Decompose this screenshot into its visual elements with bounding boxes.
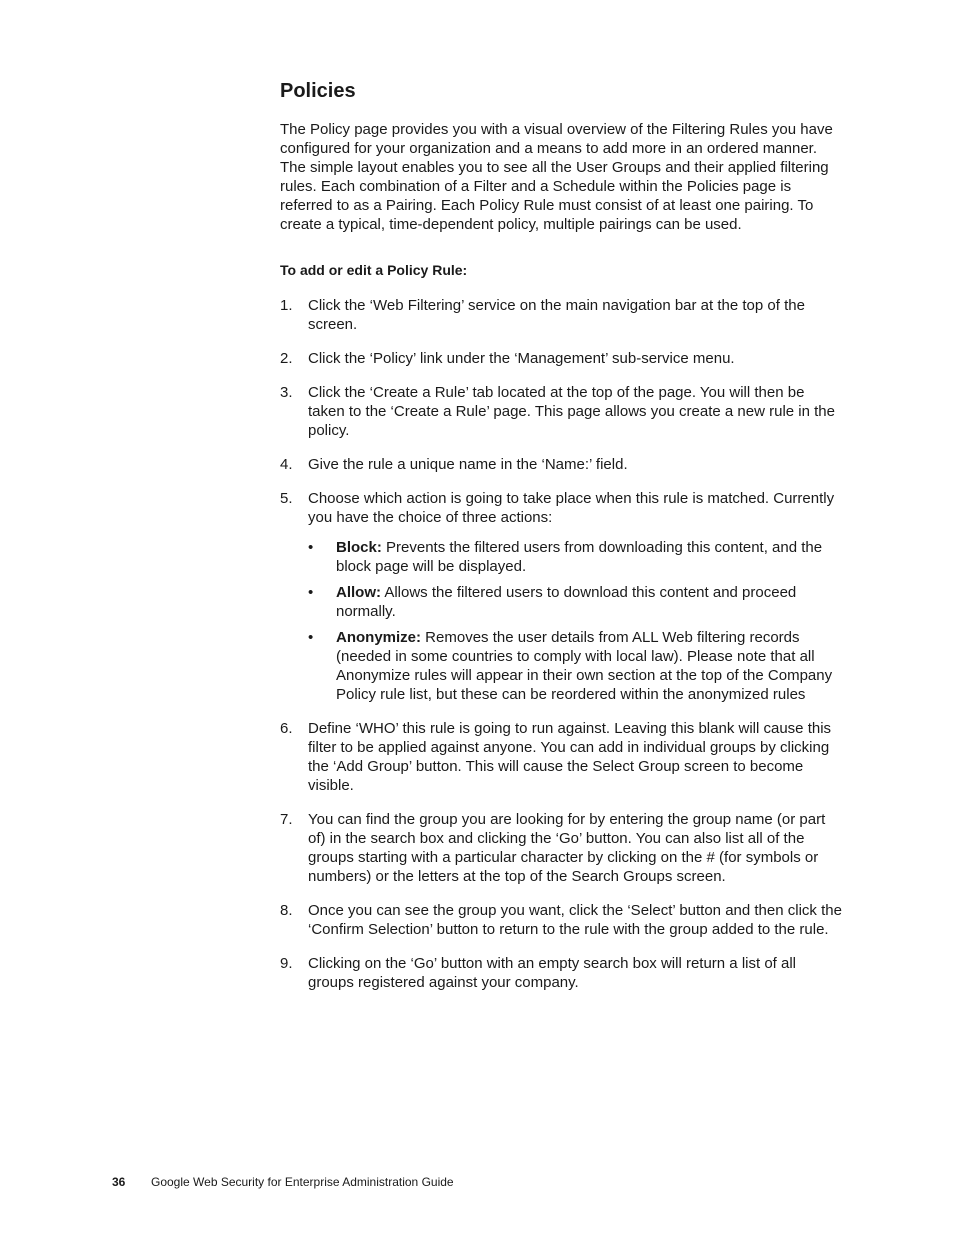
step-item <box>280 954 842 992</box>
actions-list <box>308 538 842 704</box>
step-item <box>280 455 842 474</box>
steps-list <box>280 296 842 992</box>
step-text: Define ‘WHO’ this rule is going to run against. Leaving this blank will cause this filter to be applied against anyone. You can add in individual groups by clicking the ‘Add Group’ button. This will cause the Select Group screen to become visible. <box>308 720 832 794</box>
step-text: You can find the group you are looking for by entering the group name (or part of) in the search box and clicking the ‘Go’ button. You can also list all of the groups starting with a particular character by clicking on the # (for symbols or numbers) or the letters at the top of the Search Groups screen. <box>308 811 826 885</box>
guide-title: Google Web Security for Enterprise Administration Guide <box>151 1175 454 1189</box>
step-item <box>280 719 842 795</box>
bullet-icon: • <box>308 539 314 556</box>
bullet-icon: • <box>308 584 314 601</box>
step-text: Give the rule a unique name in the ‘Name:’ field. <box>308 456 628 473</box>
step-number: 8. <box>280 902 293 919</box>
step-item <box>280 901 842 939</box>
step-item <box>280 296 842 334</box>
step-number: 6. <box>280 720 293 737</box>
step-number: 5. <box>280 490 293 507</box>
step-item <box>280 349 842 368</box>
step-text: Once you can see the group you want, click the ‘Select’ button and then click the ‘Confirm Selection’ button to return to the rule with the group added to the rule. <box>308 902 842 938</box>
step-text: Click the ‘Policy’ link under the ‘Management’ sub-service menu. <box>308 350 735 367</box>
action-item-allow <box>308 583 842 621</box>
step-number: 9. <box>280 955 293 972</box>
action-item-anonymize <box>308 628 842 704</box>
step-number: 1. <box>280 297 293 314</box>
procedure-heading: To add or edit a Policy Rule: <box>280 262 468 278</box>
action-term: Anonymize: <box>336 629 422 646</box>
step-text: Click the ‘Create a Rule’ tab located at the top of the page. You will then be taken to the ‘Create a Rule’ page. This page allows you create a new rule in the policy. <box>308 384 835 439</box>
action-term: Allow: <box>336 584 381 601</box>
step-text: Choose which action is going to take place when this rule is matched. Currently you have the choice of three actions: <box>308 490 835 526</box>
step-number: 3. <box>280 384 293 401</box>
page-footer <box>112 1174 454 1190</box>
step-number: 2. <box>280 350 293 367</box>
page-number: 36 <box>112 1175 126 1189</box>
step-item <box>280 810 842 886</box>
step-item <box>280 489 842 704</box>
step-number: 4. <box>280 456 293 473</box>
action-description: Prevents the filtered users from downloading this content, and the block page will be displayed. <box>336 539 823 575</box>
section-title: Policies <box>280 80 356 102</box>
action-description: Allows the filtered users to download this content and proceed normally. <box>336 584 797 620</box>
step-item <box>280 383 842 440</box>
bullet-icon: • <box>308 629 314 646</box>
action-item-block <box>308 538 842 576</box>
step-text: Clicking on the ‘Go’ button with an empty search box will return a list of all groups registered against your company. <box>308 955 797 991</box>
step-number: 7. <box>280 811 293 828</box>
intro-paragraph: The Policy page provides you with a visual overview of the Filtering Rules you have configured for your organization and a means to add more in an ordered manner. The simple layout enables you to see all the User Groups and their applied filtering rules. Each combination of a Filter and a Schedule within the Policies page is referred to as a Pairing. Each Policy Rule must consist of at least one pairing. To create a typical, time-dependent policy, multiple pairings can be used. <box>280 121 833 233</box>
action-term: Block: <box>336 539 382 556</box>
main-content <box>280 78 842 1007</box>
step-text: Click the ‘Web Filtering’ service on the main navigation bar at the top of the screen. <box>308 297 805 333</box>
action-description: Removes the user details from ALL Web filtering records (needed in some countries to comply with local law). Please note that all Anonymize rules will appear in their own section at the top of the Company Policy rule list, but these can be reordered within the anonymized rules <box>336 629 833 703</box>
